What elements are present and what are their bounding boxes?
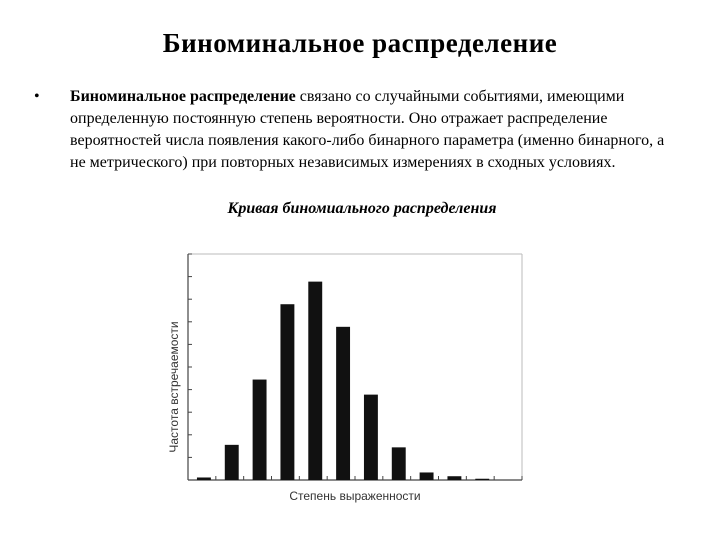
bar-1: [197, 477, 211, 480]
bar-5: [308, 282, 322, 480]
bar-11: [475, 479, 489, 480]
bar-3: [253, 380, 267, 480]
chart-caption-text: Кривая биномиального распределения: [227, 200, 497, 217]
bar-10: [447, 476, 461, 480]
bullet-paragraph: [70, 86, 680, 174]
paragraph-bold-term: Биноминальное распределение: [70, 88, 296, 105]
x-axis-label: Степень выраженности: [289, 489, 421, 503]
chart-caption: [0, 200, 720, 218]
paragraph-text: связано со случайными событиями, имеющими определенную постоянную степень вероятности. Оно отражает распределение вероятностей числа появления какого-либо бинарного параметра (именно бинарного, а не метрического) при повторных независимых измерениях в сходных условиях.: [70, 88, 665, 171]
bar-2: [225, 445, 239, 480]
bar-4: [280, 304, 294, 480]
chart-bars: [197, 282, 517, 480]
bar-8: [392, 447, 406, 480]
y-axis-label: Частота встречаемости: [167, 321, 181, 453]
binomial-bar-chart: [160, 240, 540, 510]
bar-6: [336, 327, 350, 480]
bar-9: [420, 472, 434, 480]
bullet-marker: •: [34, 88, 40, 105]
slide-title: Биноминальное распределение: [162, 28, 558, 58]
bar-7: [364, 395, 378, 480]
